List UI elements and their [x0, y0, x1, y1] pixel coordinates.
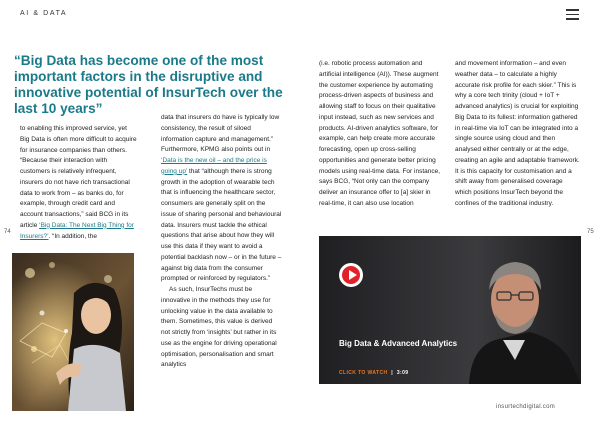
col1-text-b: . “In addition, the — [48, 232, 97, 240]
article-column-4 — [455, 59, 581, 210]
col2-text-a: data that insurers do have is typically low consistency, the result of siloed information capture and management.” Furthermore, KPMG also points out in — [161, 114, 280, 154]
video-title: Big Data & Advanced Analytics — [339, 339, 458, 348]
col2-text-b: that “although there is strong growth in the adoption of wearable tech that is influencing the healthcare sector, consumers are generally split on the issue of sharing personal and behavioural data. Insurers must tackle the ethical questions that arise about how they will use this data if they want to avoid a potential backlash now – or in the future – against big data from the consumer prompted or reinforced by regulators.” — [161, 167, 282, 283]
article-column-1 — [20, 124, 138, 242]
pull-quote: “Big Data has become one of the most important factors in the disruptive and innovative potential of InsurTech over the last 10 years” — [14, 53, 283, 116]
article-column-3 — [319, 59, 444, 210]
col3-paragraph: (i.e. robotic process automation and artificial intelligence (AI)). These augment the customer experience by automating process-driven aspects of business and allowing staff to focus on their qualitative input instead, such as new services and products. AI-driven analytics software, for example, can help create more accurate forecasting, open up cross-selling opportunities and generate better pricing models using real-time data. For instance, says BCG, “Not only can the company deliver an insurance offer to [a] skier in real-time, it can also use location — [319, 60, 441, 207]
bcg-article-link[interactable]: ‘Big Data: The Next Big Thing for Insurers?’ — [20, 221, 134, 240]
play-icon — [349, 270, 357, 280]
menu-icon[interactable] — [566, 9, 579, 20]
kpmg-article-link[interactable]: ‘Data is the new oil – and the price is going up’ — [161, 157, 267, 175]
page-number-right: 75 — [587, 229, 594, 235]
video-thumbnail — [319, 236, 581, 384]
page-number-left: 74 — [4, 229, 11, 235]
video-duration: 3:09 — [396, 370, 409, 376]
col2-paragraph-2: As such, InsurTechs must be innovative in the methods they use for unlocking value in the data available to them. Sometimes, this value is derived not strictly from ‘insights’ but rather in its use as the engine for driving operational optimisation, personalisation and smart analytics — [161, 286, 277, 369]
col4-paragraph: and movement information – and even weather data – to calculate a highly accurate risk profile for each skier.” This is why a core tech trinity (cloud + IoT + advanced analytics) is crucial for exploiting Big Data to its fullest: information gathered in real-time via IoT can be integrated into a single source using cloud and then analysed either centrally or at the edge, creating an agile and adaptable framework. It is this capacity for customisation and a shift away from generalised coverage which positions InsurTech beyond the confines of the traditional industry. — [455, 60, 580, 207]
watch-cta[interactable]: CLICK TO WATCH — [339, 370, 388, 376]
section-label: AI & DATA — [20, 10, 68, 17]
cta-separator: | — [391, 370, 394, 376]
article-photo — [12, 253, 134, 411]
article-column-2 — [161, 113, 282, 371]
woman-with-data-display-image — [12, 253, 134, 411]
footer-url[interactable]: insurtechdigital.com — [496, 404, 556, 410]
video-player[interactable] — [319, 236, 581, 384]
play-button[interactable] — [339, 263, 363, 287]
col1-text-a: to enabling this improved service, yet Big Data is often more difficult to acquire for insurance companies than others. “Because their interaction with customers is relatively infrequent, insurers do not have rich transactional data to work from – as banks do, for example, through credit card and account transactions,” said BCG in its article — [20, 125, 137, 229]
video-meta — [339, 370, 408, 376]
